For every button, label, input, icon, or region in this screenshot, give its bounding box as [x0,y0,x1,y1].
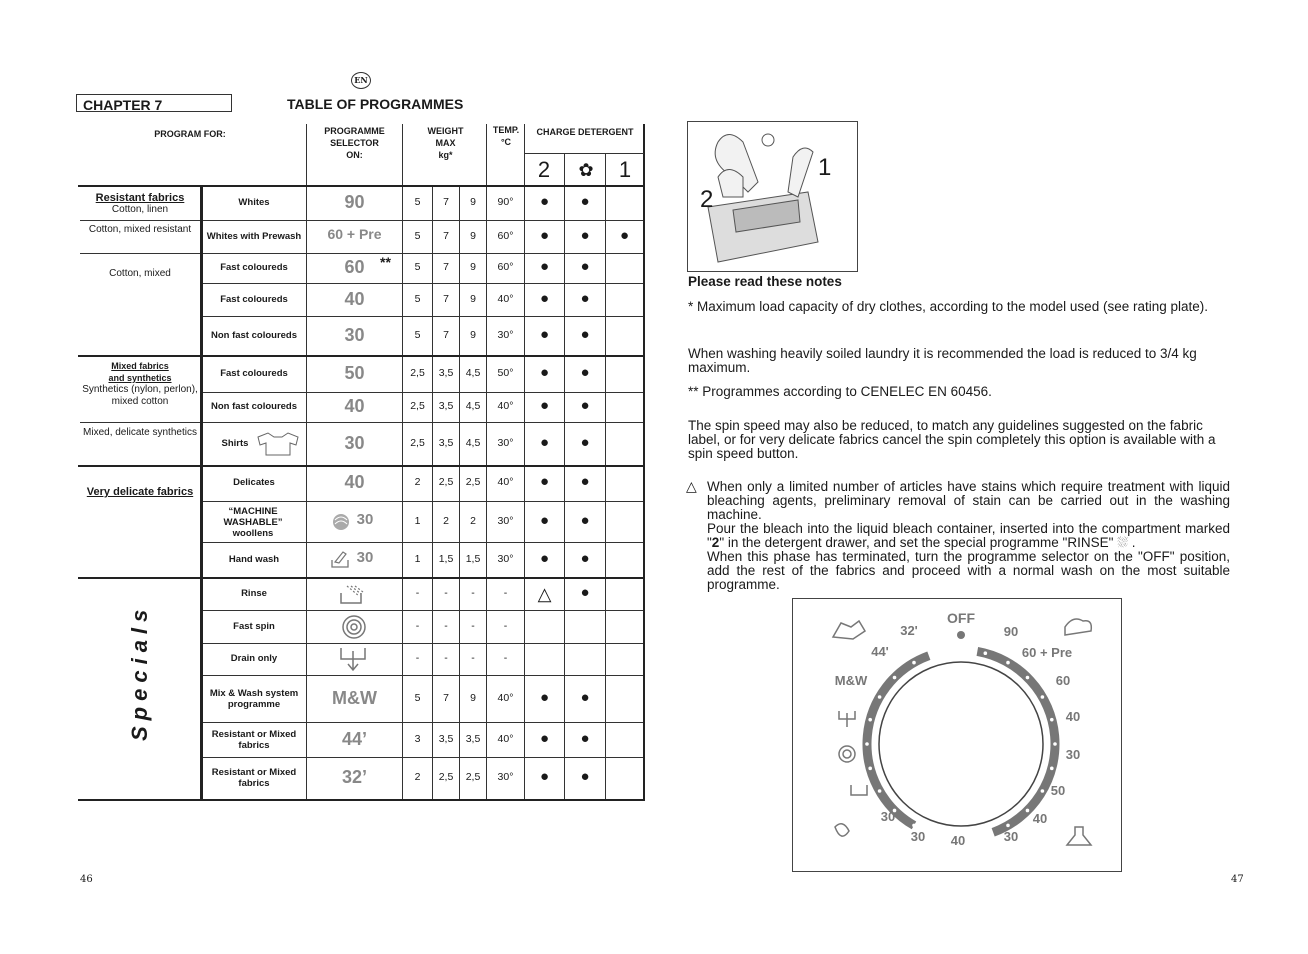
programme-selector-value: 40 [344,396,365,416]
spin-dial-icon-inner [843,750,851,758]
programme-selector-value: 44’ [341,728,368,749]
weight-value: 2,5 [410,400,425,412]
program-name: Fast coloureds [220,293,288,305]
weight-value: - [415,619,420,632]
weight-value: 7 [443,292,449,305]
note-heavily-soiled: When washing heavily soiled laundry it is recommended the load is reduced to 3/4 kg maximum. [688,346,1197,375]
detergent-dot: ● [580,549,590,567]
detergent-dot: ● [539,226,550,244]
dial-label: 40 [1032,811,1048,826]
program-name: Resistant or Mixed fabrics [211,728,297,751]
detergent-dot: ● [539,289,550,307]
weight-value: 5 [414,328,421,341]
dial-tick [893,676,897,680]
weight-value: 4,5 [465,400,481,412]
category-mixed-synthetics: Mixed fabrics and synthetics Synthetics (nylon, perlon), mixed cotton [82,361,198,407]
weight-value: 2 [414,476,421,488]
program-name: Non fast coloureds [210,329,298,341]
weight-value: 2,5 [410,436,425,449]
dial-tick [912,824,916,828]
weight-value: - [471,619,475,632]
header-weight: WEIGHT MAX kg* [427,126,464,160]
drain-dial-icon [839,711,855,727]
dial-tick [1026,676,1030,680]
dial-label: 90 [1003,624,1019,639]
program-name: “MACHINE WASHABLE” woollens [223,505,283,539]
header-selector: PROGRAMME SELECTOR ON: [324,126,385,160]
temperature-value: 40° [497,732,514,745]
temperature-value: 30° [497,514,514,527]
drawer-label-1: 1 [818,154,832,181]
dial-tick [1053,742,1057,746]
notes-title: Please read these notes [688,274,842,289]
dial-label: 32' [900,623,918,638]
weight-value: 4,5 [465,436,481,449]
detergent-dot: ● [580,433,590,451]
weight-value: 2,5 [410,366,425,379]
temperature-value: - [503,586,508,599]
weight-value: 7 [443,229,449,242]
dial-label: 60 + Pre [1021,645,1073,660]
detergent-dot: ● [539,193,550,210]
header-detergent: CHARGE DETERGENT [536,127,634,137]
weight-value: 9 [470,196,476,208]
temperature-value: 60° [497,229,514,242]
dial-label: 30 [880,809,896,824]
synthetic-icon [833,621,865,639]
detergent-dot: ● [580,729,590,747]
detergent-dot: ● [539,325,550,343]
weight-value: 3 [414,732,421,745]
flask-icon [1067,827,1091,845]
weight-value: 1 [414,514,421,527]
detergent-dot: ● [580,289,590,307]
temperature-value: 50° [497,366,514,379]
weight-value: 2,5 [438,476,454,488]
dial-tick [1041,695,1045,699]
programme-selector-value: 40 [344,472,365,492]
programme-selector-value: 60 + Pre [327,225,382,242]
program-name: Hand wash [228,553,280,565]
program-name: Fast coloureds [220,367,288,379]
leaf-icon [835,824,849,836]
bleach-triangle-icon: △ [537,583,552,604]
compartment-2-label: 2 [537,157,551,182]
programme-selector-value: 40 [344,288,365,309]
dial-tick [1026,809,1030,813]
temperature-value: - [503,652,508,664]
dial-label: 44' [871,644,889,659]
weight-value: - [471,586,475,599]
category-very-delicate: Very delicate fabrics [86,486,194,498]
dial-face [879,662,1043,826]
category-resistant: Resistant fabrics Cotton, linen [95,192,185,215]
detergent-dot: ● [580,193,590,210]
shirt-icon [256,431,300,457]
temperature-value: 30° [497,771,514,783]
header-temp: TEMP. °C [492,125,520,147]
programme-dial-illustration [792,598,1122,872]
program-name: Resistant or Mixed fabrics [211,767,297,789]
detergent-dot: ● [539,397,550,414]
weight-value: - [444,619,448,632]
note-spin-speed: The spin speed may also be reduced, to match any guidelines suggested on the fabric label, or for very delicate fabrics cancel the spin completely this option is available with a spin speed button. [688,418,1216,461]
spin-icon [341,614,367,640]
weight-value: 3,5 [438,436,454,449]
category-specials: Specials [127,603,152,741]
temperature-value: 40° [497,476,514,488]
compartment-1-label: 1 [618,157,632,182]
weight-value: 1 [414,552,421,565]
dial-label: 30 [910,829,926,844]
weight-value: 5 [414,292,421,305]
programme-selector-value: 32’ [341,767,368,787]
category-mixed-delicate: Mixed, delicate synthetics [83,427,197,438]
weight-value: 3,5 [438,400,454,412]
weight-value: 1,5 [438,552,454,565]
weight-value: 9 [470,261,476,273]
program-name: Whites with Prewash [206,230,302,242]
weight-value: 9 [470,292,476,305]
program-name: Rinse [241,587,267,599]
dial-tick [1006,824,1010,828]
detergent-dot: ● [580,768,590,785]
category-cotton-mixed-resistant: Cotton, mixed resistant [88,224,192,235]
detergent-dot: ● [619,226,630,244]
flower-icon: ✿ [578,160,594,180]
weight-value: - [444,652,448,664]
weight-value: 5 [414,196,421,208]
weight-value: - [444,586,448,599]
programme-selector-value: 50 [344,362,365,383]
header-program-for: PROGRAM FOR: [154,129,226,139]
page-number-right: 47 [1231,874,1244,885]
detergent-dot: ● [580,473,590,490]
dial-label: 50 [1050,783,1066,798]
weight-value: 1,5 [465,552,481,565]
temperature-value: 40° [497,292,514,305]
dial-label: 40 [1065,709,1081,724]
detergent-dot: ● [580,325,590,343]
detergent-dot: ● [539,768,550,785]
dial-label: M&W [834,673,868,688]
detergent-dot: ● [580,226,590,244]
rinse-icon [337,583,367,607]
weight-value: 3,5 [438,366,454,379]
dial-tick [1050,718,1054,722]
note-max-load: * Maximum load capacity of dry clothes, according to the model used (see rating plate). [688,299,1209,314]
cotton-icon [1065,619,1091,635]
detergent-dot: ● [580,397,590,414]
program-name: Fast spin [233,620,275,632]
language-badge: EN [351,72,371,89]
weight-value: - [471,652,475,664]
detergent-dot: ● [580,688,590,706]
dial-tick [912,661,916,665]
detergent-dot: ● [580,583,590,601]
programme-selector-value: M&W [332,687,377,708]
weight-value: 7 [443,691,449,704]
weight-value: 7 [443,328,449,341]
weight-value: 9 [470,229,476,242]
detergent-dot: ● [539,729,550,747]
detergent-dot: ● [580,511,590,529]
program-name: Fast coloureds [220,262,288,273]
dial-tick [878,695,882,699]
detergent-dot: ● [539,549,550,567]
program-name: Whites [238,197,270,208]
temperature-value: 30° [497,552,514,565]
temperature-value: 40° [497,691,514,704]
programme-selector-value: 90 [344,192,365,212]
dial-off-label: OFF [947,610,975,626]
weight-value: 9 [470,691,476,704]
dial-arc-left [867,656,929,826]
drawer-label-2: 2 [700,186,714,213]
weight-value: 9 [470,328,476,341]
warning-triangle-icon: △ [686,478,697,494]
weight-value: 2 [470,514,476,527]
detergent-dot: ● [539,473,550,490]
weight-value: 2,5 [438,771,454,783]
dial-tick [1006,661,1010,665]
weight-value: 7 [443,261,449,273]
dial-tick [1050,767,1054,771]
dial-label: 30 [1003,829,1019,844]
wool-icon [331,512,351,532]
weight-value: 3,5 [465,732,481,745]
detergent-dot: ● [539,688,550,706]
temperature-value: 30° [497,436,514,449]
programme-selector-value: 30 [344,432,365,453]
detergent-dot: ● [539,258,550,275]
weight-value: 2 [443,514,449,527]
chapter-label: CHAPTER 7 [76,94,232,112]
dial-label: 30 [1065,747,1081,762]
detergent-dot: ● [539,433,550,451]
page-number-left: 46 [80,874,93,885]
temperature-value: - [503,619,508,632]
programme-selector-value: 30 [356,548,374,566]
weight-value: 5 [414,691,421,704]
detergent-dot: ● [539,511,550,529]
weight-value: 4,5 [465,366,481,379]
program-name: Mix & Wash system programme [209,687,299,710]
detergent-dot: ● [580,363,590,381]
weight-value: 3,5 [438,732,454,745]
rinse-dial-icon [851,785,867,795]
temperature-value: 60° [497,261,514,273]
programme-selector-value: 60 [344,257,365,277]
spin-dial-icon [839,746,855,762]
dial-label: 60 [1055,673,1071,688]
program-name: Shirts [221,437,249,449]
dial-tick [878,789,882,793]
dial-tick [984,651,988,655]
weight-value: 7 [443,196,449,208]
weight-value: 2,5 [465,476,481,488]
weight-value: 2 [414,771,421,783]
detergent-drawer-illustration [687,121,858,272]
hand-wash-icon [329,548,351,570]
warning-bleach: △ When only a limited number of articles have stains which require treatment with liquid bleaching agents, preliminary removal of stain can be carried out in the washing machine. Pour the bleach into the liquid bleach container, inserted into the compartment marked "2" in the detergent drawer, and set the special programme "RINSE" ⛆ . When this phase has terminated, turn the programme selector on the "OFF" position, add the rest of the fabrics and proceed with a normal wash on the most suitable programme. [686,478,1230,592]
weight-value: 2,5 [465,771,481,783]
detergent-dot: ● [580,258,590,275]
weight-value: 5 [414,261,421,273]
cenelec-mark: ** [380,254,391,270]
rinse-icon-inline: ⛆ [1117,535,1128,550]
temperature-value: 90° [497,196,514,208]
weight-value: - [415,586,420,599]
programme-selector-value: 30 [356,510,374,528]
page-title: TABLE OF PROGRAMMES [287,96,464,112]
drain-icon [338,645,368,673]
dial-tick [868,718,872,722]
dial-tick [865,742,869,746]
category-cotton-mixed: Cotton, mixed [109,268,171,279]
temperature-value: 40° [497,400,514,412]
off-indicator [957,631,965,639]
note-cenelec: ** Programmes according to CENELEC EN 60456. [688,384,992,399]
weight-value: - [415,652,420,664]
program-name: Delicates [233,477,275,488]
programme-selector-value: 30 [344,324,365,345]
weight-value: 5 [414,229,421,242]
dial-tick [868,767,872,771]
temperature-value: 30° [497,328,514,341]
dial-tick [1041,789,1045,793]
program-name: Non fast coloureds [210,401,298,412]
detergent-dot: ● [539,363,550,381]
program-name: Drain only [230,653,278,664]
dial-label: 40 [950,833,966,848]
